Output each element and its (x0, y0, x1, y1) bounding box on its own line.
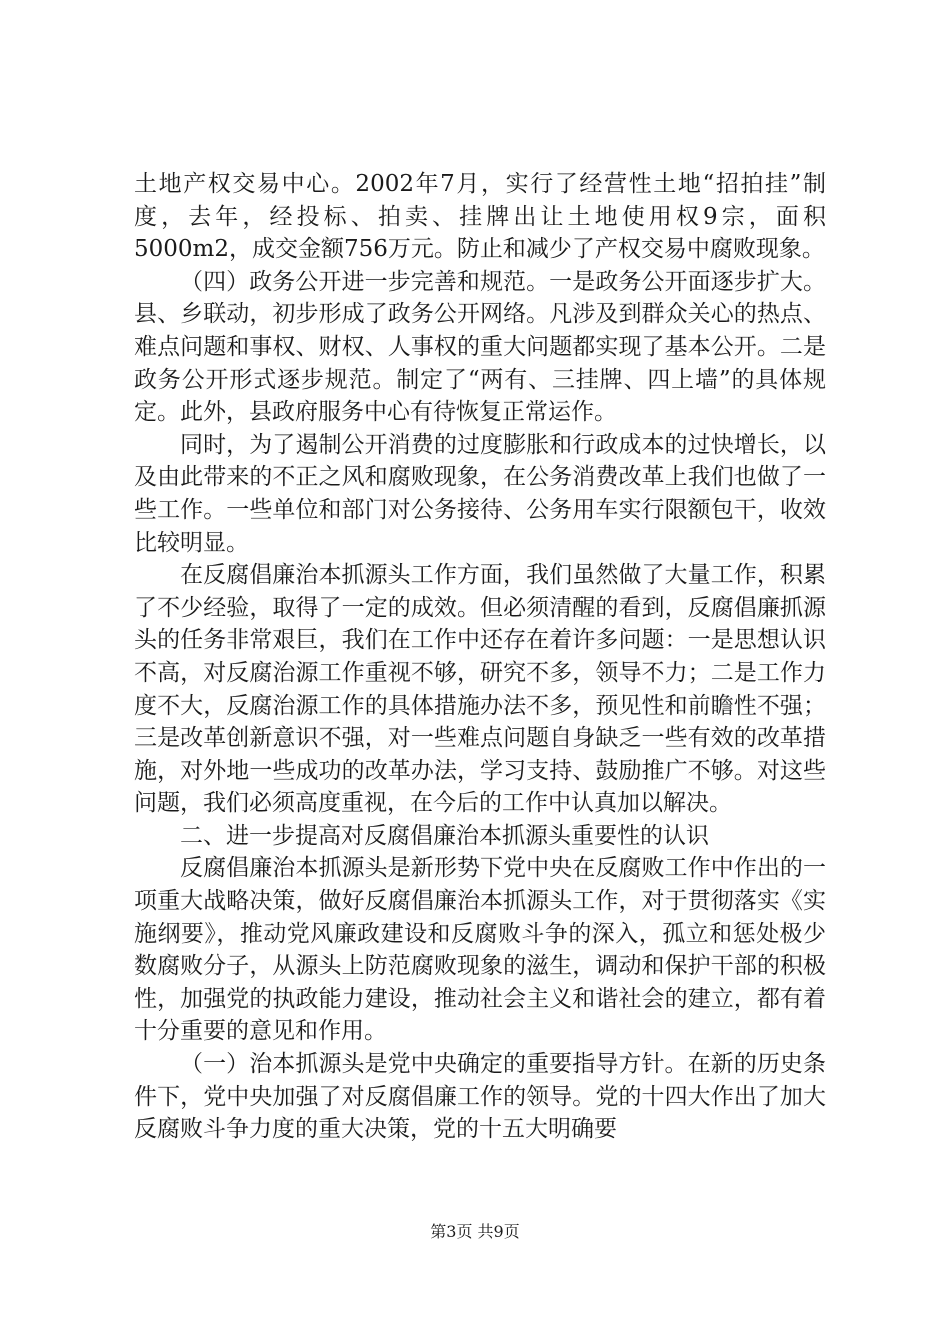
document-body (134, 168, 826, 1146)
paragraph-section-four: （四）政务公开进一步完善和规范。一是政务公开面逐步扩大。县、乡联动，初步形成了政务公开网络。凡涉及到群众关心的热点、难点问题和事权、财权、人事权的重大问题都实现了基本公开。二是政务公开形式逐步规范。制定了“两有、三挂牌、四上墙”的具体规定。此外，县政府服务中心有待恢复正常运作。 (134, 268, 826, 426)
paragraph-strategic-decision: 反腐倡廉治本抓源头是新形势下党中央在反腐败工作中作出的一项重大战略决策，做好反腐倡廉治本抓源头工作，对于贯彻落实《实施纲要》，推动党风廉政建设和反腐败斗争的深入，孤立和惩处极少数腐败分子，从源头上防范腐败现象的滋生，调动和保护干部的积极性，加强党的执政能力建设，推动社会主义和谐社会的建立，都有着十分重要的意见和作用。 (134, 855, 826, 1045)
paragraph-public-consumption: 同时，为了遏制公开消费的过度膨胀和行政成本的过快增长，以及由此带来的不正之风和腐败现象，在公务消费改革上我们也做了一些工作。一些单位和部门对公务接待、公务用车实行限额包干，收效比较明显。 (134, 431, 826, 556)
page-number: 第3页 共9页 (430, 1222, 520, 1241)
paragraph-problems: 在反腐倡廉治本抓源头工作方面，我们虽然做了大量工作，积累了不少经验，取得了一定的成效。但必须清醒的看到，反腐倡廉抓源头的任务非常艰巨，我们在工作中还存在着许多问题：一是思想认识不高，对反腐治源工作重视不够，研究不多，领导不力；二是工作力度不大，反腐治源工作的具体措施办法不多，预见性和前瞻性不强；三是改革创新意识不强，对一些难点问题自身缺乏一些有效的改革措施，对外地一些成功的改革办法，学习支持、鼓励推广不够。对这些问题，我们必须高度重视，在今后的工作中认真加以解决。 (134, 562, 826, 817)
paragraph-continuation: 土地产权交易中心。2002年7月，实行了经营性土地“招拍挂”制度，去年，经投标、拍卖、挂牌出让土地使用权9宗，面积5000m2，成交金额756万元。防止和减少了产权交易中腐败现象。 (134, 171, 826, 263)
page-footer (0, 1222, 950, 1242)
section-heading-two: 二、进一步提高对反腐倡廉治本抓源头重要性的认识 (180, 822, 709, 849)
paragraph-subsection-one: （一）治本抓源头是党中央确定的重要指导方针。在新的历史条件下，党中央加强了对反腐倡廉工作的领导。党的十四大作出了加大反腐败斗争力度的重大决策，党的十五大明确要 (134, 1051, 826, 1143)
